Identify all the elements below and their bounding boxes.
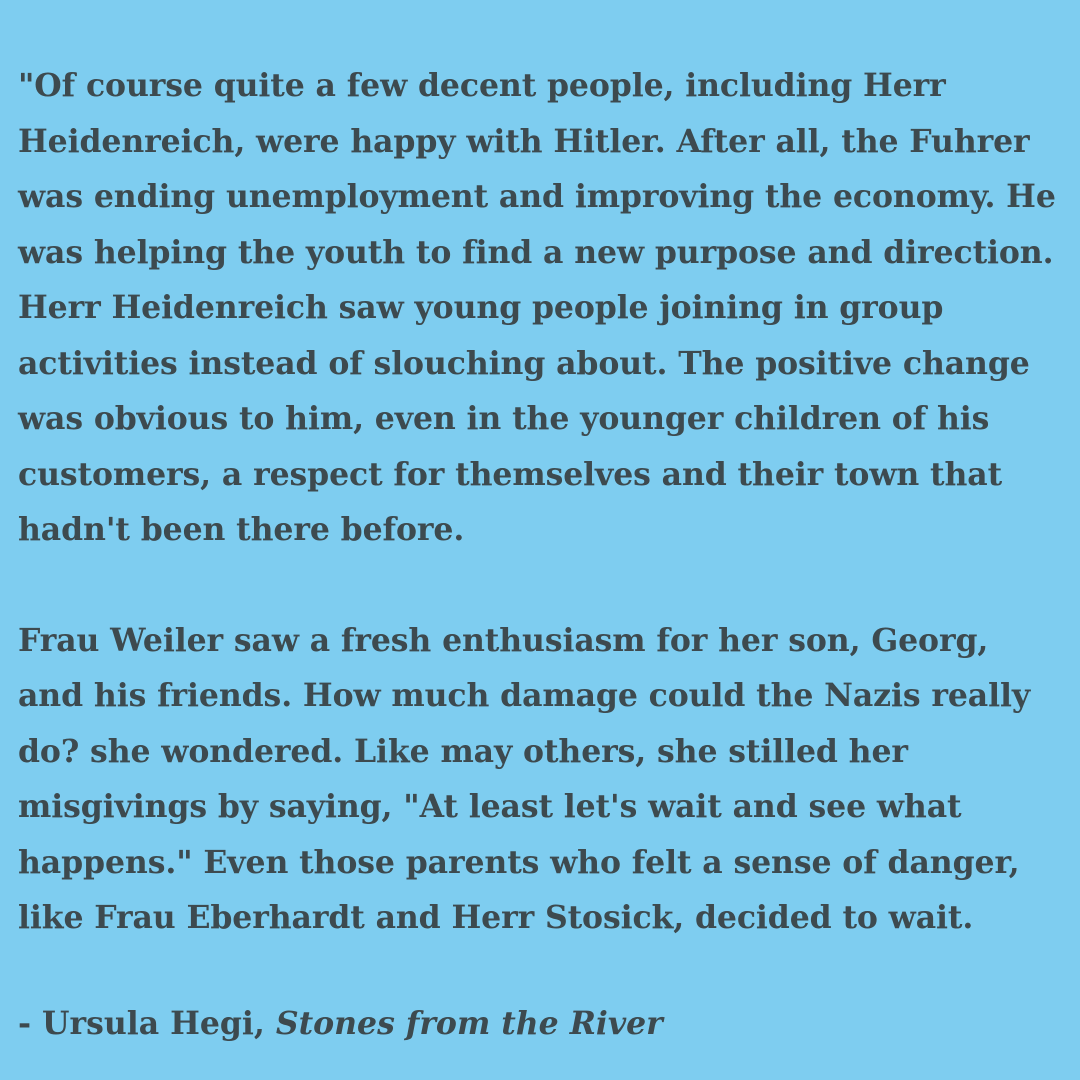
- attribution-prefix: -: [18, 1004, 43, 1042]
- quote-text: [18, 58, 1060, 946]
- attribution-source: Stones from the River: [275, 1004, 663, 1042]
- attribution-author: Ursula Hegi,: [42, 1004, 276, 1042]
- quote-attribution: [18, 996, 1060, 1052]
- quote-paragraph-2: Frau Weiler saw a fresh enthusiasm for her son, Georg, and his friends. How much damage could the Nazis really do? she wondered. Like may others, she stilled her misgivings by saying, "At least let's wait and see what happens." Even those parents who felt a sense of danger, like Frau Eberhardt and Herr Stosick, decided to wait.: [18, 621, 1031, 936]
- quote-paragraph-1: "Of course quite a few decent people, including Herr Heidenreich, were happy with Hitler. After all, the Fuhrer was ending unemployment and improving the economy. He was helping the youth to find a new purpose and direction. Herr Heidenreich saw young people joining in group activities instead of slouching about. The positive change was obvious to him, even in the younger children of his customers, a respect for themselves and their town that hadn't been there before.: [18, 67, 1056, 548]
